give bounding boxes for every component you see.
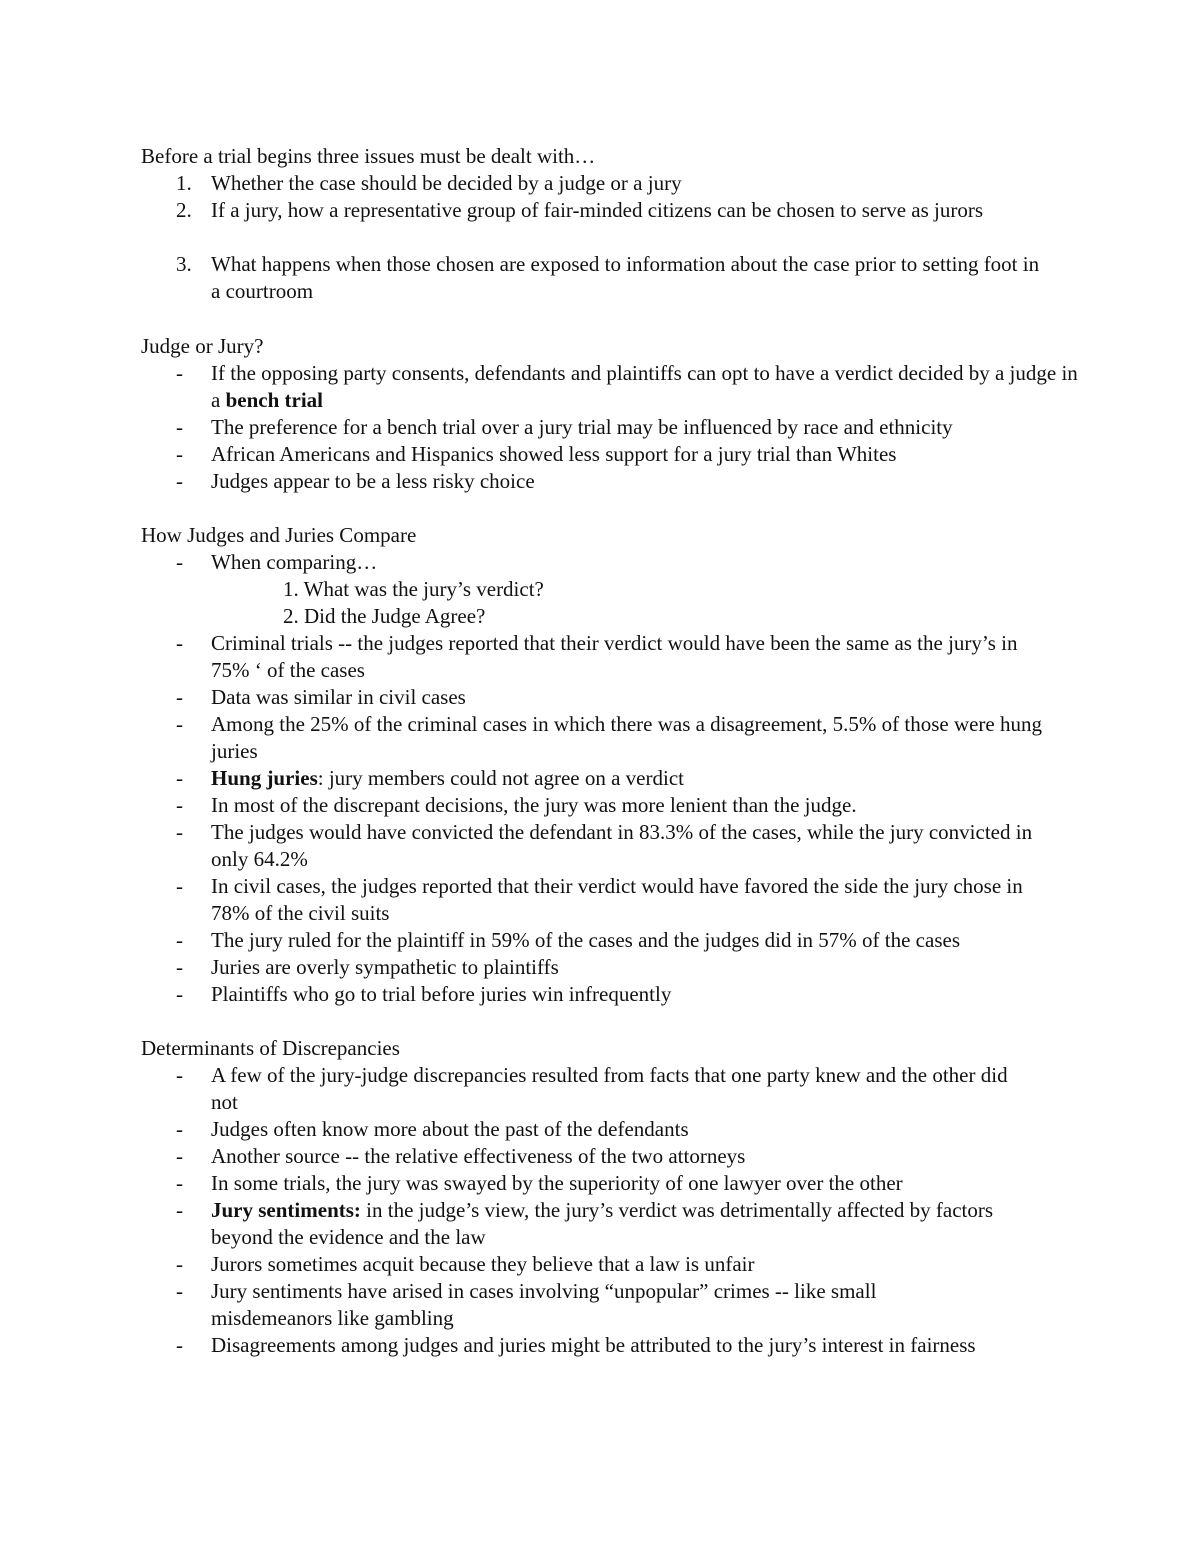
dash-bullet: - [176, 1063, 183, 1087]
list-number: 3. [176, 252, 192, 276]
dash-bullet: - [176, 1252, 183, 1276]
list-text: African Americans and Hispanics showed less support for a jury trial than Whites [211, 442, 897, 466]
dash-bullet: - [176, 712, 183, 736]
list-text: When comparing… [211, 550, 378, 574]
dash-bullet: - [176, 550, 183, 574]
list-text-part: : jury members could not agree on a verdict [317, 766, 684, 790]
compare-heading: How Judges and Juries Compare [141, 523, 417, 547]
list-number: 2. [176, 198, 192, 222]
dash-bullet: - [176, 820, 183, 844]
list-number: 1. [176, 171, 192, 195]
dash-bullet: - [176, 1144, 183, 1168]
list-text [211, 765, 1091, 792]
list-text: In some trials, the jury was swayed by the superiority of one lawyer over the other [211, 1171, 903, 1195]
dash-bullet: - [176, 631, 183, 655]
list-text: Plaintiffs who go to trial before juries win infrequently [211, 982, 672, 1006]
dash-bullet: - [176, 955, 183, 979]
sub-list-item: 2. Did the Judge Agree? [283, 604, 486, 628]
dash-bullet: - [176, 1333, 183, 1357]
dash-bullet: - [176, 928, 183, 952]
list-text: If a jury, how a representative group of fair-minded citizens can be chosen to serve as jurors [211, 198, 984, 222]
dash-bullet: - [176, 1198, 183, 1222]
list-text [211, 1197, 1041, 1251]
jury-sentiments-term: Jury sentiments: [211, 1198, 361, 1222]
intro-heading: Before a trial begins three issues must be dealt with… [141, 144, 596, 168]
hung-juries-term: Hung juries [211, 766, 318, 790]
list-text: Judges often know more about the past of the defendants [211, 1117, 689, 1141]
list-text-part: If the opposing party consents, defendants and plaintiffs can opt to have a verdict decided by a judge in a [211, 361, 1078, 412]
dash-bullet: - [176, 415, 183, 439]
bench-trial-term: bench trial [225, 388, 323, 412]
list-text [211, 360, 1091, 414]
list-text: Whether the case should be decided by a judge or a jury [211, 171, 682, 195]
dash-bullet: - [176, 1171, 183, 1195]
dash-bullet: - [176, 874, 183, 898]
list-text: Judges appear to be a less risky choice [211, 469, 535, 493]
list-text: What happens when those chosen are exposed to information about the case prior to setting foot in a courtroom [211, 252, 1040, 303]
dash-bullet: - [176, 442, 183, 466]
dash-bullet: - [176, 1279, 183, 1303]
list-text: Criminal trials -- the judges reported that their verdict would have been the same as the jury’s in 75% ‘ of the cases [211, 631, 1018, 682]
list-text: Jury sentiments have arised in cases involving “unpopular” crimes -- like small misdemeanors like gambling [211, 1279, 877, 1330]
list-text: In civil cases, the judges reported that their verdict would have favored the side the jury chose in 78% of the civil suits [211, 874, 1023, 925]
dash-bullet: - [176, 361, 183, 385]
list-text: Data was similar in civil cases [211, 685, 466, 709]
list-text: Jurors sometimes acquit because they believe that a law is unfair [211, 1252, 755, 1276]
list-text: Disagreements among judges and juries might be attributed to the jury’s interest in fairness [211, 1333, 976, 1357]
list-text: The preference for a bench trial over a jury trial may be influenced by race and ethnicity [211, 415, 953, 439]
list-text: Among the 25% of the criminal cases in which there was a disagreement, 5.5% of those were hung juries [211, 712, 1042, 763]
dash-bullet: - [176, 469, 183, 493]
list-text: The jury ruled for the plaintiff in 59% of the cases and the judges did in 57% of the cases [211, 928, 960, 952]
sub-list-item: 1. What was the jury’s verdict? [283, 577, 544, 601]
list-text: Juries are overly sympathetic to plaintiffs [211, 955, 559, 979]
determinants-heading: Determinants of Discrepancies [141, 1036, 400, 1060]
dash-bullet: - [176, 982, 183, 1006]
dash-bullet: - [176, 793, 183, 817]
list-text: A few of the jury-judge discrepancies resulted from facts that one party knew and the other did not [211, 1063, 1008, 1114]
list-text: The judges would have convicted the defendant in 83.3% of the cases, while the jury convicted in only 64.2% [211, 820, 1033, 871]
dash-bullet: - [176, 1117, 183, 1141]
list-text-part: in the judge’s view, the jury’s verdict was detrimentally affected by factors beyond the evidence and the law [211, 1198, 994, 1249]
list-text: Another source -- the relative effectiveness of the two attorneys [211, 1144, 746, 1168]
judge-or-jury-heading: Judge or Jury? [141, 334, 264, 358]
list-text: In most of the discrepant decisions, the jury was more lenient than the judge. [211, 793, 857, 817]
dash-bullet: - [176, 685, 183, 709]
dash-bullet: - [176, 766, 183, 790]
